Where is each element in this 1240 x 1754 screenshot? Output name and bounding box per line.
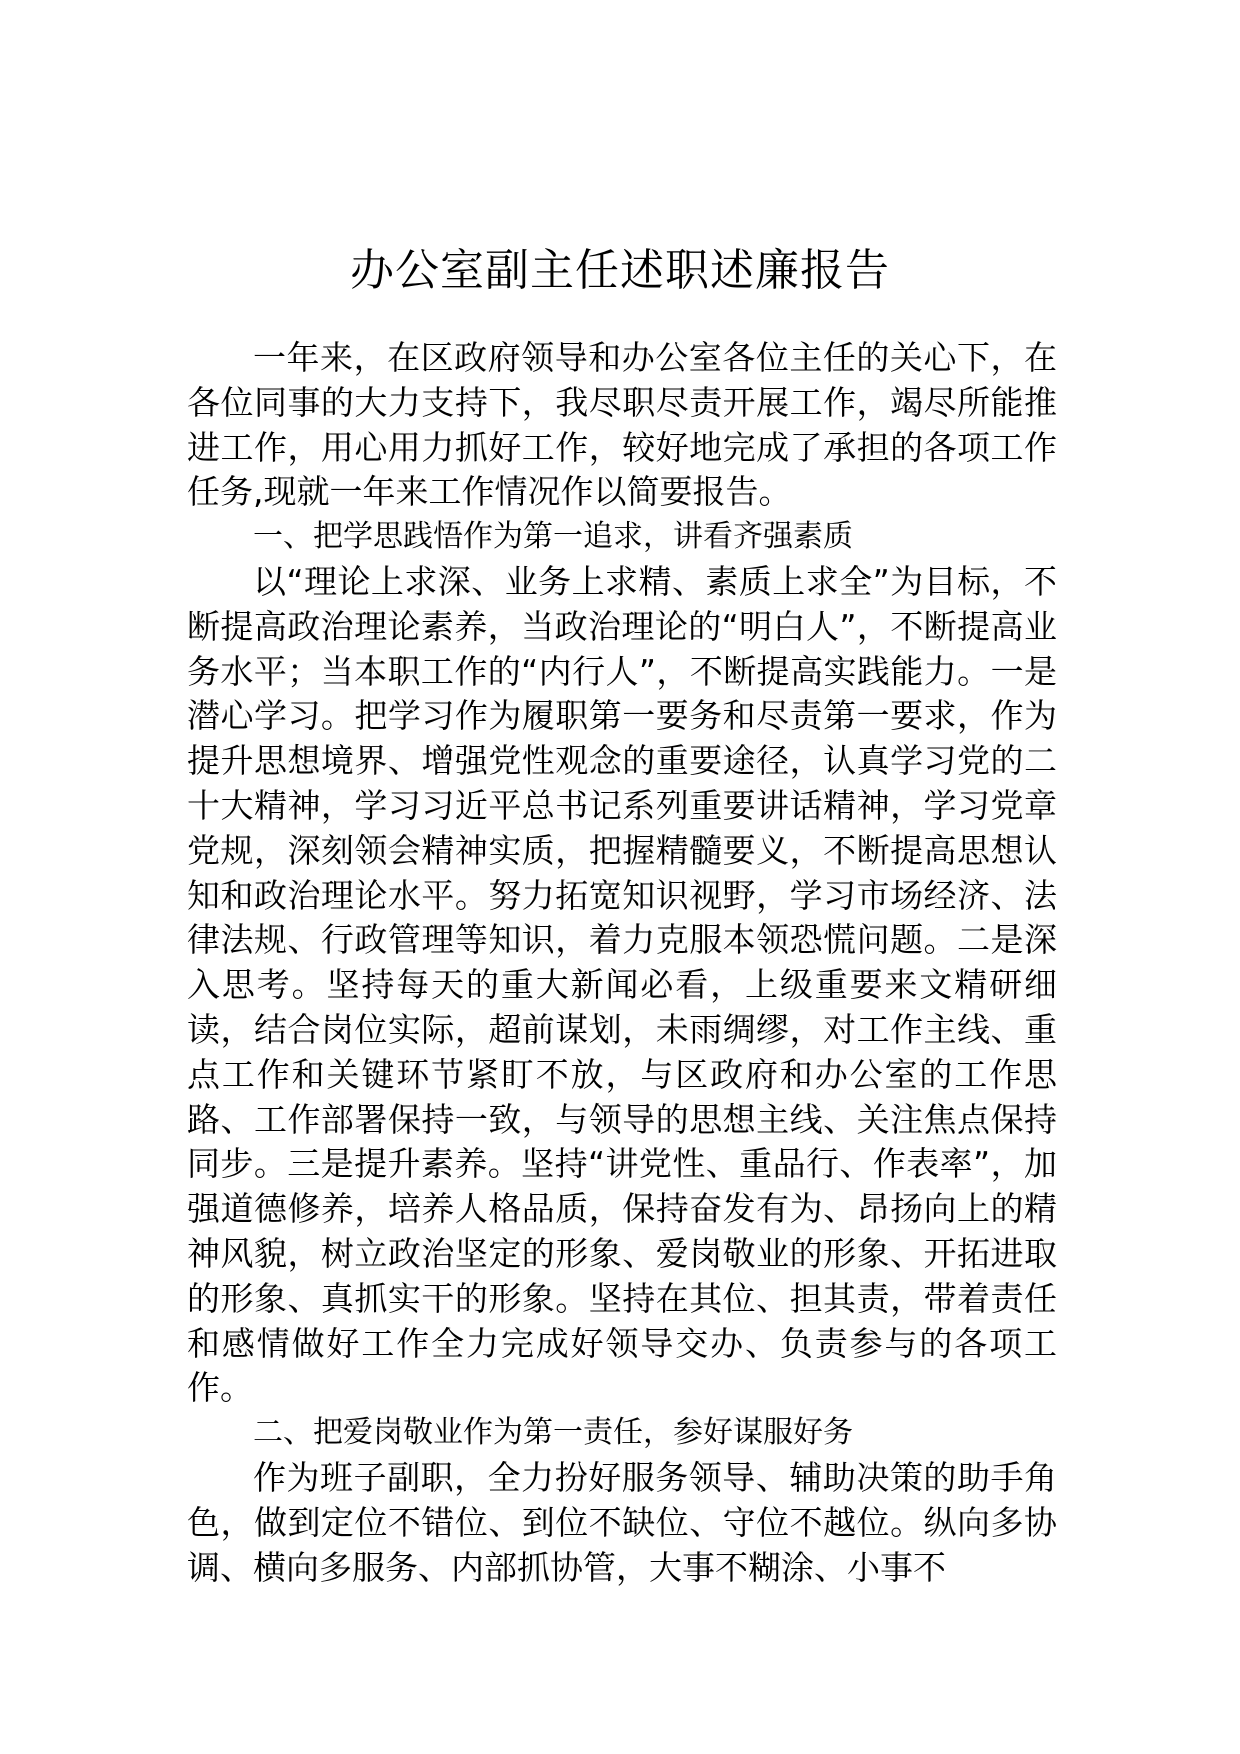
section-heading-1: 一、把学思践悟作为第一追求，讲看齐强素质 <box>253 519 853 555</box>
paragraph-section-1: 以“理论上求深、业务上求精、素质上求全”为目标，不断提高政治理论素养，当政治理论的“明白人”，不断提高业务水平；当本职工作的“内行人”，不断提高实践能力。一是潜心学习。把学习作为履职第一要务和尽责第一要求，作为提升思想境界、增强党性观念的重要途径，认真学习党的二十大精神，学习习近平总书记系列重要讲话精神，学习党章党规，深刻领会精神实质，把握精髓要义，不断提高思想认知和政治理论水平。努力拓宽知识视野，学习市场经济、法律法规、行政管理等知识，着力克服本领恐慌问题。二是深入思考。坚持每天的重大新闻必看，上级重要来文精研细读，结合岗位实际，超前谋划，未雨绸缪，对工作主线、重点工作和关键环节紧盯不放，与区政府和办公室的工作思路、工作部署保持一致，与领导的思想主线、关注焦点保持同步。三是提升素养。坚持“讲党性、重品行、作表率”，加强道德修养，培养人格品质，保持奋发有为、昂扬向上的精神风貌，树立政治坚定的形象、爱岗敬业的形象、开拓进取的形象、真抓实干的形象。坚持在其位、担其责，带着责任和感情做好工作全力完成好领导交办、负责参与的各项工作。 <box>187 561 1057 1408</box>
document-title: 办公室副主任述职述廉报告 <box>350 245 890 297</box>
section-heading-2: 二、把爱岗敬业作为第一责任，参好谋服好务 <box>253 1415 853 1451</box>
document-body <box>187 336 1057 1590</box>
paragraph-section-2: 作为班子副职，全力扮好服务领导、辅助决策的助手角色，做到定位不错位、到位不缺位、守位不越位。纵向多协调、横向多服务、内部抓协管，大事不糊涂、小事不 <box>187 1457 1057 1587</box>
paragraph-intro: 一年来，在区政府领导和办公室各位主任的关心下，在各位同事的大力支持下，我尽职尽责开展工作，竭尽所能推进工作，用心用力抓好工作，较好地完成了承担的各项工作任务,现就一年来工作情况作以简要报告。 <box>187 338 1057 512</box>
